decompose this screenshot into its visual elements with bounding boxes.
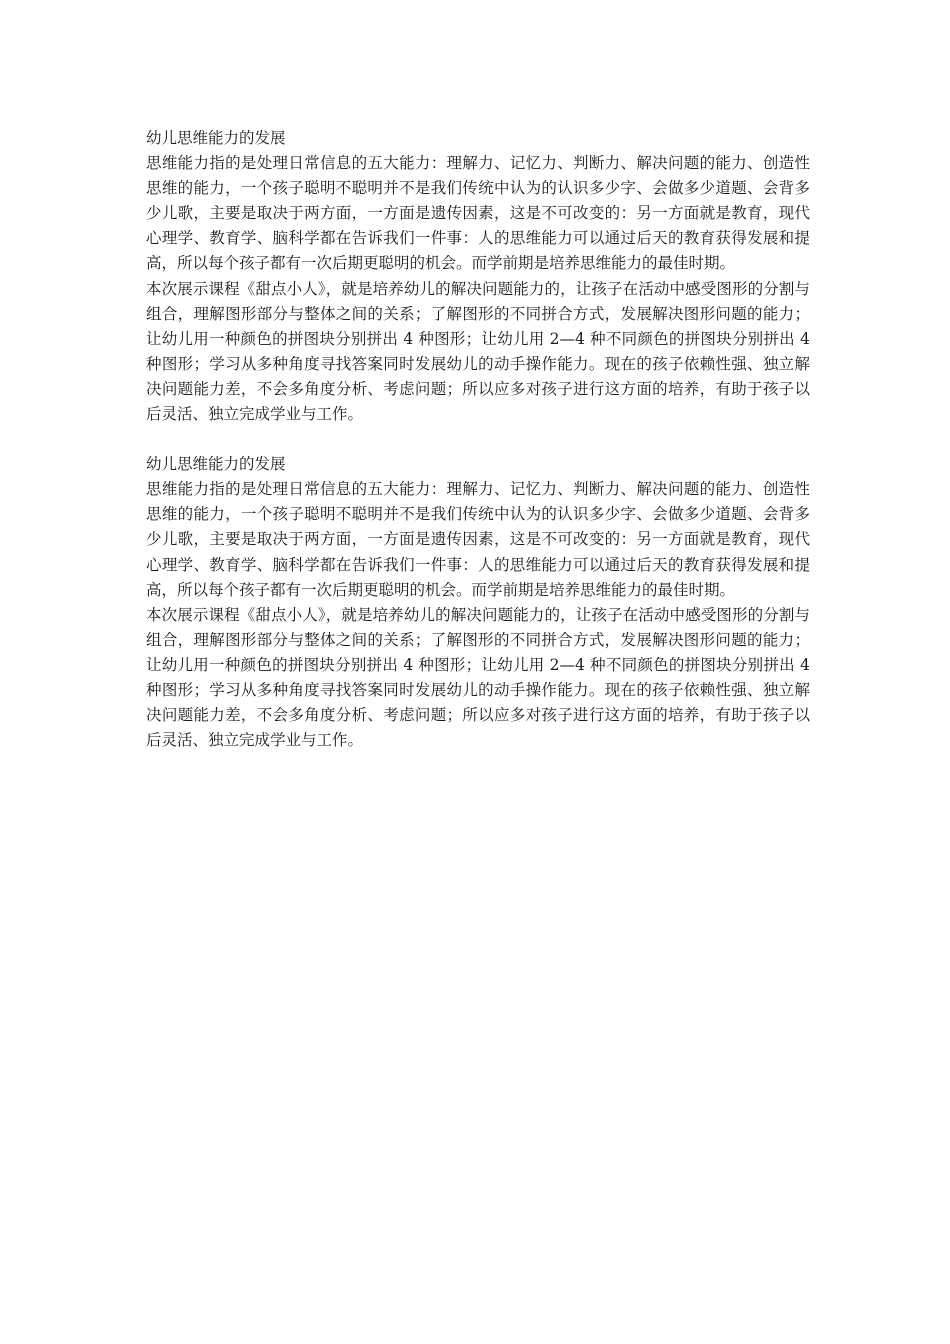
section-title: 幼儿思维能力的发展 [146,129,286,147]
document-body [146,126,810,753]
paragraph: 本次展示课程《甜点小人》，就是培养幼儿的解决问题能力的，让孩子在活动中感受图形的分割与组合，理解图形部分与整体之间的关系；了解图形的不同拼合方式，发展解决图形问题的能力；让幼儿用一种颜色的拼图块分别拼出 4 种图形；让幼儿用 2—4 种不同颜色的拼图块分别拼出 4 种图形；学习从多种角度寻找答案同时发展幼儿的动手操作能力。现在的孩子依赖性强、独立解决问题能力差，不会多角度分析、考虑问题；所以应多对孩子进行这方面的培养，有助于孩子以后灵活、独立完成学业与工作。 [146,605,810,750]
section-2 [146,452,810,753]
paragraph: 思维能力指的是处理日常信息的五大能力：理解力、记忆力、判断力、解决问题的能力、创造性思维的能力，一个孩子聪明不聪明并不是我们传统中认为的认识多少字、会做多少道题、会背多少儿歌，主要是取决于两方面，一方面是遗传因素，这是不可改变的：另一方面就是教育，现代心理学、教育学、脑科学都在告诉我们一件事：人的思维能力可以通过后天的教育获得发展和提高，所以每个孩子都有一次后期更聪明的机会。而学前期是培养思维能力的最佳时期。 [146,480,810,599]
paragraph: 思维能力指的是处理日常信息的五大能力：理解力、记忆力、判断力、解决问题的能力、创造性思维的能力，一个孩子聪明不聪明并不是我们传统中认为的认识多少字、会做多少道题、会背多少儿歌，主要是取决于两方面，一方面是遗传因素，这是不可改变的：另一方面就是教育，现代心理学、教育学、脑科学都在告诉我们一件事：人的思维能力可以通过后天的教育获得发展和提高，所以每个孩子都有一次后期更聪明的机会。而学前期是培养思维能力的最佳时期。 [146,154,810,273]
section-1 [146,126,810,427]
section-title: 幼儿思维能力的发展 [146,455,286,474]
paragraph: 本次展示课程《甜点小人》，就是培养幼儿的解决问题能力的，让孩子在活动中感受图形的分割与组合，理解图形部分与整体之间的关系；了解图形的不同拼合方式，发展解决图形问题的能力；让幼儿用一种颜色的拼图块分别拼出 4 种图形；让幼儿用 2—4 种不同颜色的拼图块分别拼出 4 种图形；学习从多种角度寻找答案同时发展幼儿的动手操作能力。现在的孩子依赖性强、独立解决问题能力差，不会多角度分析、考虑问题；所以应多对孩子进行这方面的培养，有助于孩子以后灵活、独立完成学业与工作。 [146,279,810,424]
